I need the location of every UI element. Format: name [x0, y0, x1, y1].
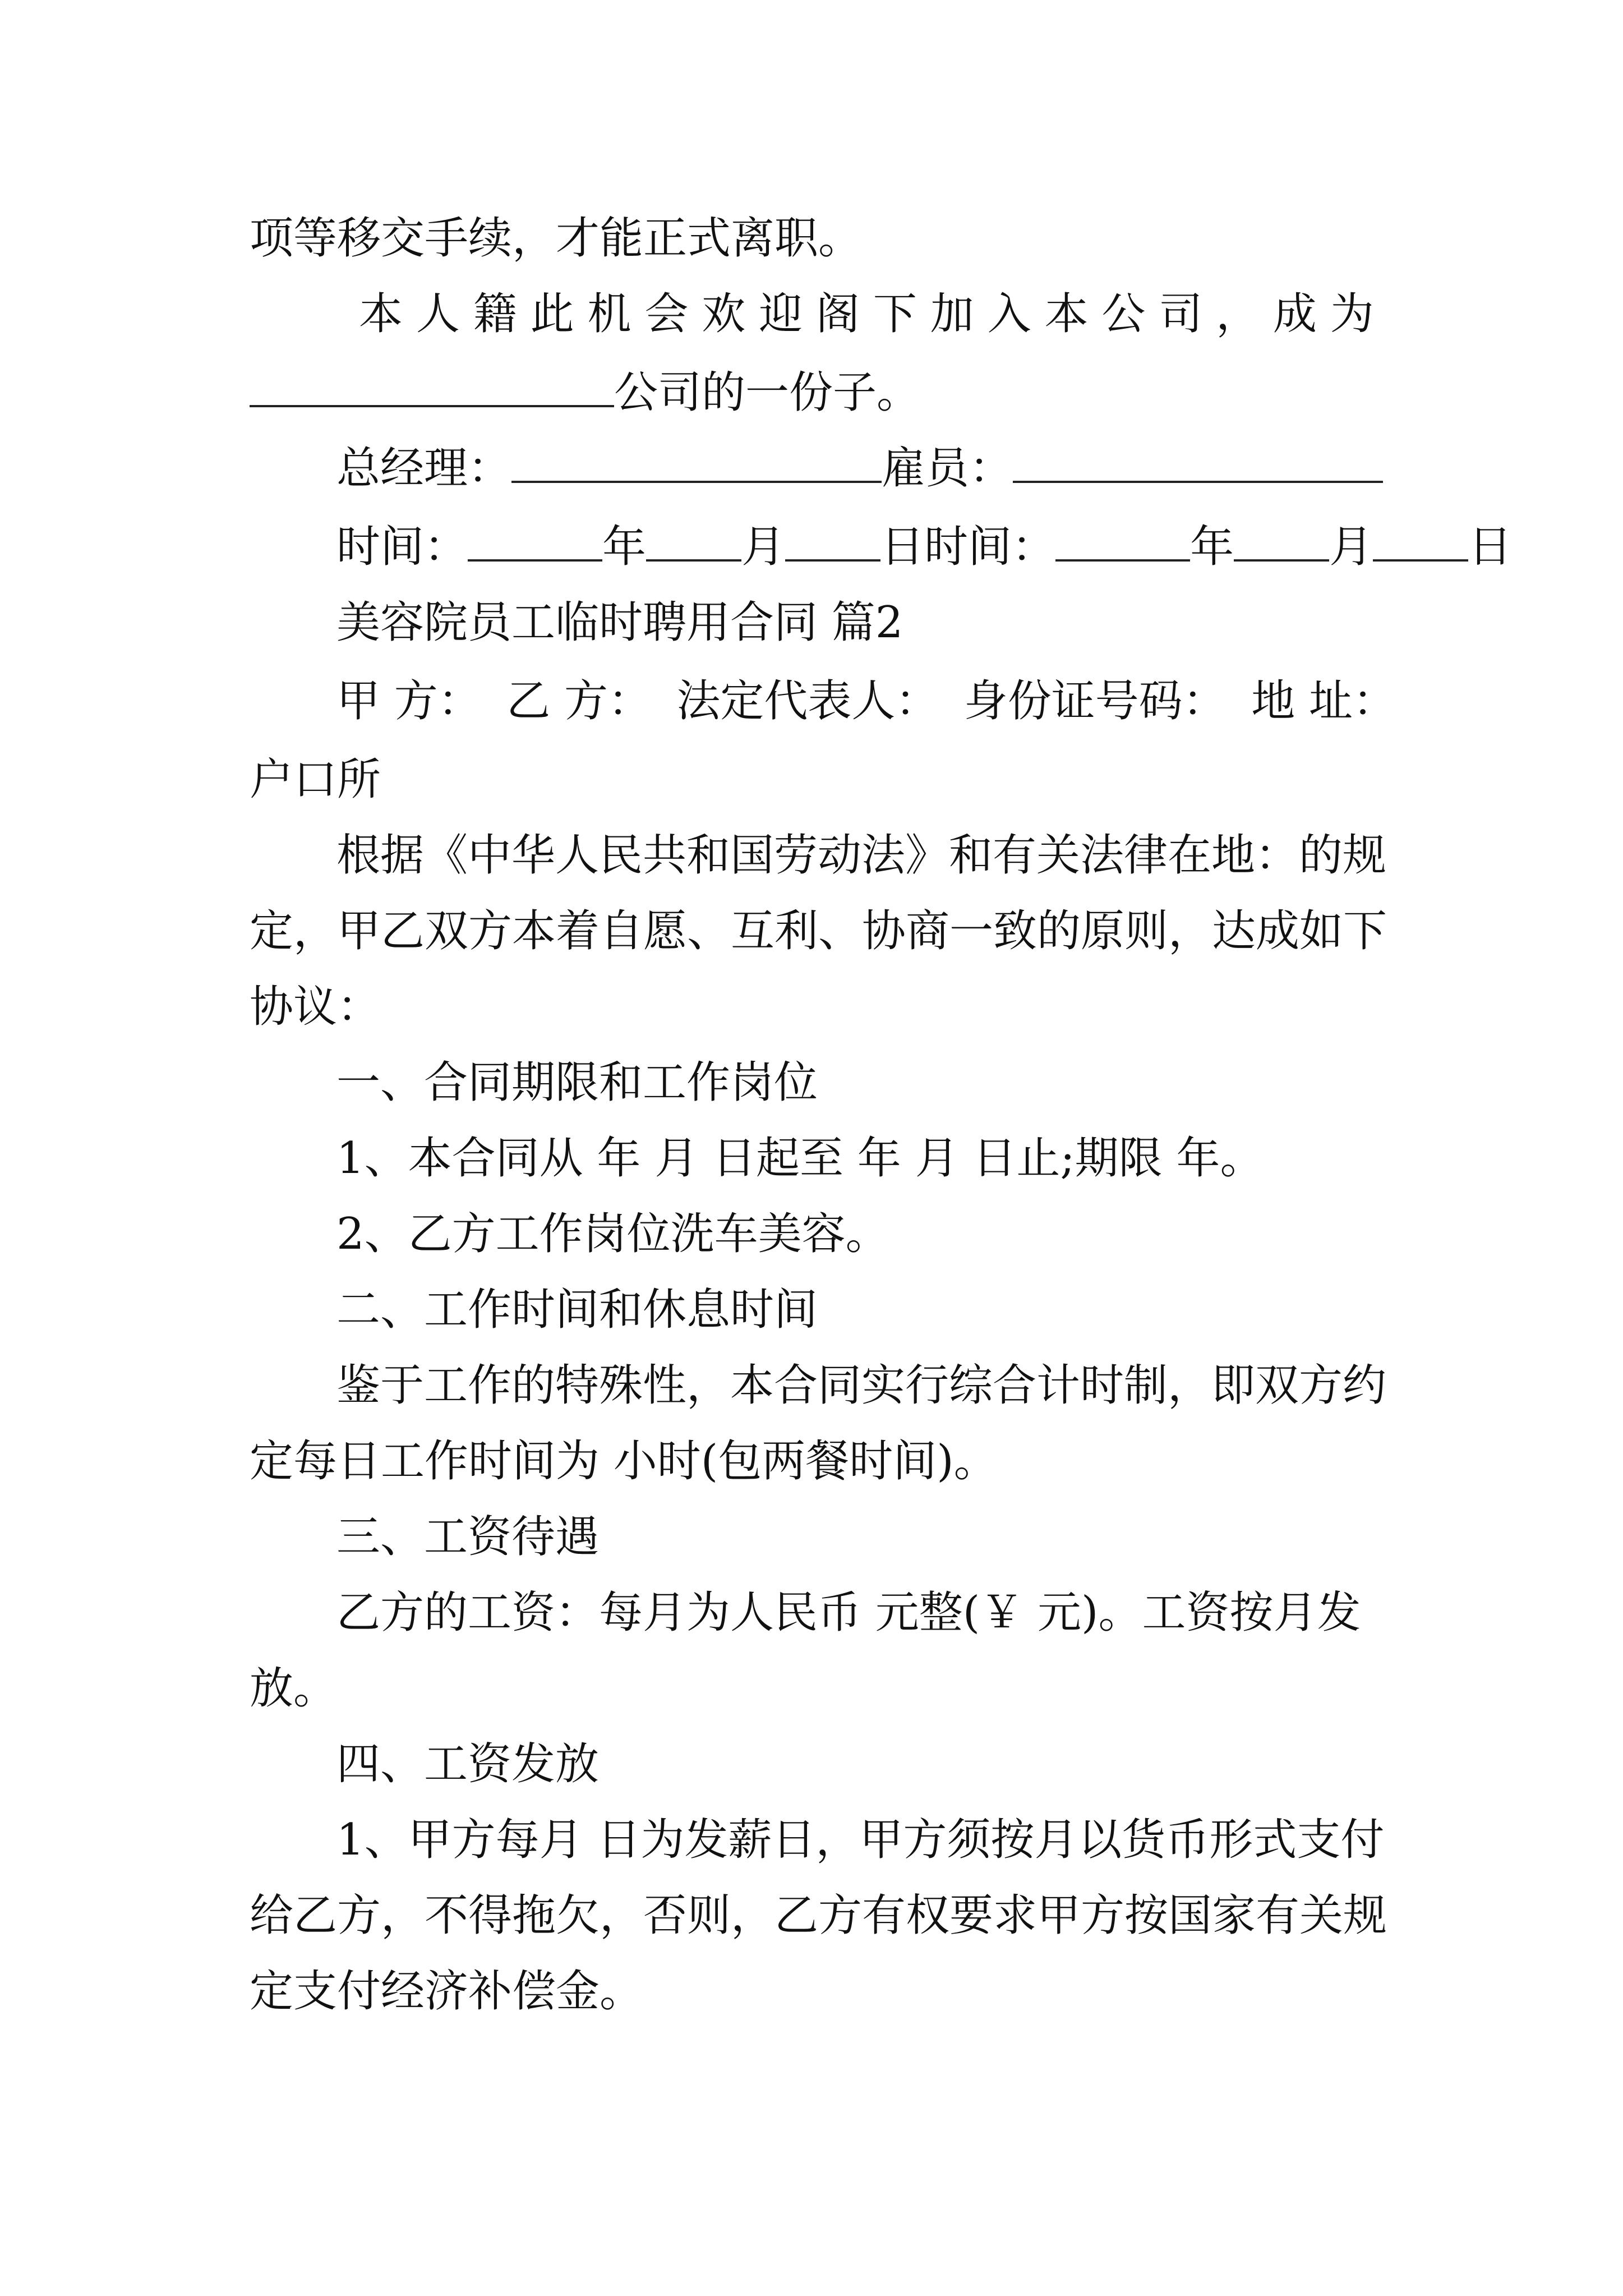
text-line: 给乙方，不得拖欠，否则，乙方有权要求甲方按国家有关规 — [250, 1890, 1387, 1941]
day-blank — [785, 524, 880, 562]
text-line: 乙方的工资：每月为人民币 元整(￥ 元)。工资按月发 — [336, 1588, 1361, 1638]
clause: 1、本合同从 年 月 日起至 年 月 日止;期限 年。 — [336, 1133, 1264, 1184]
text-line: 放。 — [250, 1663, 338, 1714]
text-line: 定，甲乙双方本着自愿、互利、协商一致的原则，达成如下 — [250, 906, 1387, 956]
company-line: 公司的一份子。 — [250, 365, 1394, 421]
clause: 2、乙方工作岗位洗车美容。 — [336, 1209, 889, 1259]
date-line: 时间： 年 月 日时间： 年 月 日 — [336, 522, 1513, 572]
party-a-label: 甲 方： — [336, 676, 482, 726]
contract-title: 美容院员工临时聘用合同 篇2 — [336, 597, 903, 648]
manager-label: 总经理： — [336, 443, 512, 494]
text-line: 协议： — [250, 982, 381, 1032]
employee-label: 雇员： — [882, 443, 1013, 494]
text-line: 定每日工作时间为 小时(包两餐时间)。 — [250, 1436, 998, 1487]
text-line: 定支付经济补偿金。 — [250, 1966, 644, 2017]
section-heading: 一、合同期限和工作岗位 — [336, 1057, 818, 1108]
section-heading: 二、工作时间和休息时间 — [336, 1285, 818, 1335]
address-label: 地 址： — [1251, 676, 1396, 726]
party-b-label: 乙 方： — [506, 676, 652, 726]
year-blank — [468, 524, 602, 562]
id-number-label: 身份证号码： — [963, 676, 1227, 726]
parties-line — [336, 673, 1396, 729]
text-line: 鉴于工作的特殊性，本合同实行综合计时制，即双方约 — [336, 1360, 1387, 1411]
text-line: 户口所 — [250, 754, 381, 805]
year-blank — [1055, 524, 1190, 562]
text-line: 根据《中华人民共和国劳动法》和有关法律在地：的规 — [336, 830, 1387, 881]
day-blank — [1373, 524, 1468, 562]
signature-line — [336, 440, 1394, 496]
month-blank — [1234, 524, 1329, 562]
section-heading: 四、工资发放 — [336, 1739, 600, 1789]
employee-signature-blank — [1013, 446, 1383, 483]
section-heading: 三、工资待遇 — [336, 1512, 600, 1562]
legal-rep-label: 法定代表人： — [676, 676, 939, 726]
welcome-line: 本 人 籍 此 机 会 欢 迎 阁 下 加 入 本 公 司 ， 成 为 — [359, 289, 1374, 339]
month-blank — [646, 524, 741, 562]
company-name-blank — [250, 370, 614, 407]
text-line: 1、甲方每月 日为发薪日，甲方须按月以货币形式支付 — [336, 1815, 1385, 1865]
manager-signature-blank — [511, 446, 882, 483]
text-line: 项等移交手续，才能正式离职。 — [250, 213, 863, 264]
